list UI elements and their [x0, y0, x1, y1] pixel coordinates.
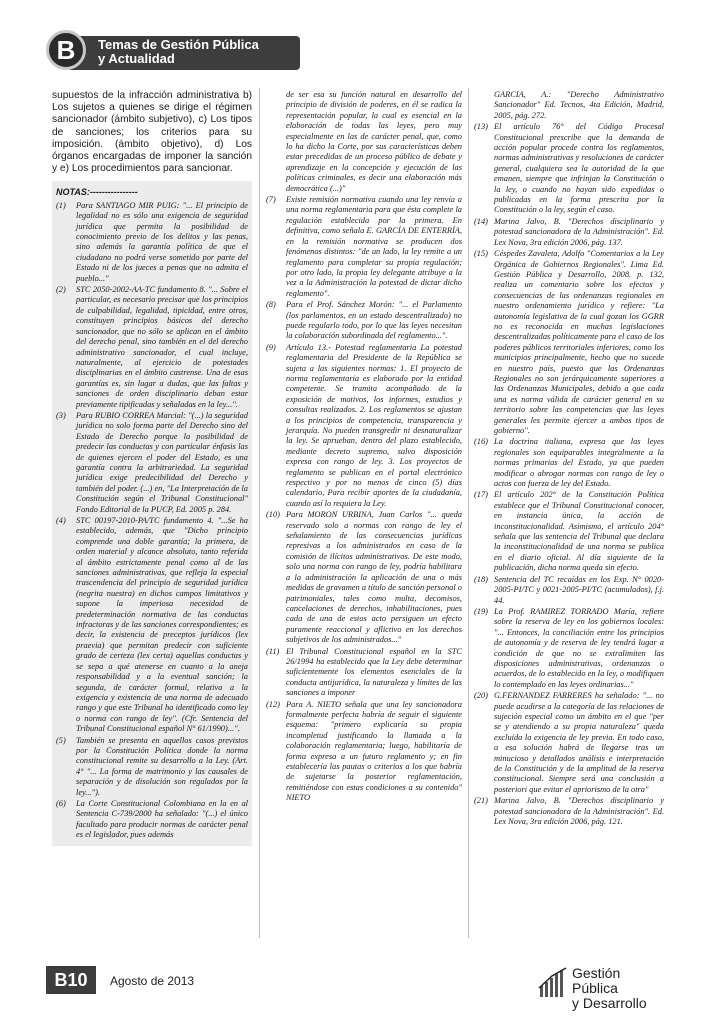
footnote-text: Existe remisión normativa cuando una ley renvía a una norma reglamentaria para que ésta complete la regulación establecida por la primera. En definitiva, como señala E. GARCÍA DE ENTERRÍA, en la remisión normativa se producen dos fenómenos distintos: "de un lado, la ley remite a un reglamento para completar su propia regulación; por otro lado, la propia ley delegante atribuye a la vez a la Administración la potestad de dictar dicho reglamento". [286, 195, 462, 298]
notes-heading: NOTAS:---------------- [56, 187, 138, 198]
notes-list [474, 90, 664, 827]
footnote-number: (20) [474, 691, 488, 701]
footnote-number: (3) [56, 410, 66, 420]
footnote-text: La Prof. RAMIREZ TORRADO María, refiere sobre la reserva de ley en los gobiernos locales: "... Entonces, la conciliación entre los principios de autonomía y de reserva de ley tendrá lugar a condición de que no se extralimiten las disposiciones administrativas, ordenanzas o acuerdos, de lo establecido en la ley, o modifiquen lo contemplado en las leyes ordinarias..." [494, 606, 664, 689]
footnote-number: (5) [56, 735, 66, 745]
footnote [474, 691, 664, 795]
footnote-number: (21) [474, 796, 488, 806]
footnote-text: La Corte Constitucional Colombiana en la en al Sentencia C-739/2000 ha señalado: "(...) el único facultado para producir normas de carácter penal es el legislador, pues además [76, 798, 248, 840]
section-title-line2: y Actualidad [98, 51, 175, 66]
notes-list [56, 201, 248, 841]
footnote-text: Artículo 13.- Potestad reglamentaria La potestad reglamentaria del Presidente de la República se sujeta a las siguientes normas: 1. El proyecto de norma reglamentaria es elaborado por la entidad competente. Se tramita acompañado de la exposición de motivos, los informes, estudios y consultas realizados. 2. Los reglamentos se ajustan a los principios de competencia, transparencia y jerarquía. No pueden transgredir ni desnaturalizar la ley. Se aprueban, dentro del plazo establecido, mediante decreto supremo, salvo disposición expresa con rango de ley. 3. Los proyectos de reglamento se publican en el portal electrónico respectivo y por no menos de cinco (5) días calendario, Para recibir aportes de la ciudadanía, cuando así lo requiera la Ley. [286, 342, 462, 508]
footnote [266, 510, 462, 645]
footnote-number: (11) [266, 646, 280, 656]
footnote [56, 201, 248, 284]
footnote [266, 300, 462, 342]
page-number: B10 [46, 966, 96, 994]
footnote-number: (14) [474, 216, 488, 226]
footnote-text: Para A. NIETO señala que una ley sancionadora formalmente perfecta habría de seguir el siguiente esquema: "primero explicaría su propia incompletud justificando la llamada a la colaboración reglamentaria; luego, habilitaría de forma expresa a un futuro reglamento y; en fin establecería las pautas o criterios a los que habría de sujetarse la posterior reglamentación, remitiéndose con estas condiciones a su contenido" NIETO [286, 699, 462, 803]
footnote-number: (15) [474, 249, 488, 259]
footnote-text: Marina Jalvo, B. "Derechos disciplinario y potestad sancionadora de la Administración". Ed. Lex Nova, 3ra edición 2006, pág. 137. [494, 216, 664, 247]
footnote-number: (10) [266, 510, 280, 520]
footnote-text: El Tribunal Constitucional español en la STC 26/1994 ha establecido que la Ley debe determinar suficientemente los elementos esenciales de la conducta antijurídica, la naturaleza y límites de las sanciones a imponer [286, 646, 462, 698]
footnote [266, 90, 462, 194]
footnote-number: (4) [56, 516, 66, 526]
footnote-text: Para SANTIAGO MIR PUIG: "... El principio de legalidad no es sólo una exigencia de seguridad jurídica que permita la posibilidad de conocimiento previo de los delitos y las penas, sino además la garantía política de que el ciudadano no podrá verse sometido por parte del Estado ni de los jueces a penas que no admita el pueblo..." [76, 200, 248, 283]
footnote-number: (9) [266, 342, 276, 352]
footnote [56, 411, 248, 515]
footnote-number: (18) [474, 574, 488, 584]
column-2 [266, 90, 462, 805]
issue-date: Agosto de 2013 [110, 974, 195, 988]
footnote [56, 285, 248, 410]
footnote [266, 647, 462, 699]
footnote-text: Sentencia del TC recaídas en los Exp. N° 0020-2005-PI/TC y 0021-2005-PI/TC (acumulados), f.j. 44. [494, 574, 664, 605]
footnote-number: (13) [474, 122, 488, 132]
footnote-text: de ser esa su función natural en desarrollo del principio de división de poderes, en él se radica la representación popular, la cual es esencial en la elaboración de todas las leyes, pero muy especialmente en las de carácter penal, que, como lo ha dicho la Corte, por sus características deben estar precedidas de un proceso público de debate y aprendizaje en la concepción y ejecución de las políticas criminales, es decir una elaboración más democrática (...)" [286, 90, 462, 193]
chart-logo-icon [538, 966, 568, 998]
footnote [56, 736, 248, 798]
footnote [56, 516, 248, 735]
footnote [474, 217, 664, 248]
logo-text [572, 966, 668, 1011]
footnote [266, 700, 462, 804]
footnote [474, 490, 664, 573]
column-divider [468, 88, 469, 938]
footnote [56, 799, 248, 841]
intro-paragraph: supuestos de la infracción administrativa b) Los sujetos a quienes se dirige el régimen sancionador (ámbito subjetivo), c) Los tipos de sanciones; los criterios para su imposición. (ámbito objetivo), d) Los órganos encargadas de imponer la sanción y e) Los procedimientos para sancionar. [52, 90, 252, 175]
footnote-number: (1) [56, 200, 66, 210]
footnote [266, 195, 462, 299]
section-title [98, 38, 259, 66]
footnote [474, 122, 664, 216]
footnote [474, 796, 664, 827]
footnote-number: (16) [474, 437, 488, 447]
section-title-line1: Temas de Gestión Pública [98, 37, 259, 52]
logo-line1: Gestión Pública [572, 965, 621, 996]
footnote [474, 437, 664, 489]
footnote-text: Céspedes Zavaleta, Adolfo "Comentarios a la Ley Orgánica de Gobiernos Regionales". Lima Ed. Gestión Pública y Desarrollo, 2008. p. 132, realiza un comentario sobre los efectos y consecuencias de las ordenanzas regionales en nuestro ordenamiento jurídico y refiere: "La autonomía legislativa de la cual gozan los GGRR no es reconocida en muchas legislaciones descentralizadas políticamente para el caso de los poderes públicos territoriales inferiores, como los municipios principalmente, hecho que no sucede en nuestro país, puesto que las Ordenanzas Regionales no son jerárquicamente superiores a las Ordenanzas Municipales, debido a que cada una es norma válida de carácter general en su territorio sobre las competencias que las leyes generales les permite ejercer a ambos tipos de gobierno". [494, 249, 664, 435]
footnote-text: El artículo 202° de la Constitución Política establece que el Tribunal Constitucional conocer, en instancia única, la acción de inconstitucionalidad. Asimismo, el artículo 204° señala que las sentencia del Tribunal que declara la inconstitucionalidad de una norma se publica en el diario oficial. Al día siguiente de la publicación, dicha norma queda sin efecto. [494, 490, 664, 573]
footnote-text: Para RUBIO CORREA Marcial: "(...) la seguridad jurídica no solo forma parte del Derecho sino del Estado de Derecho porque la posibilidad de predecir las conductas y con particular énfasis las de quienes ejercen el poder del Estado, es una garantía contra la arbitrariedad. La seguridad jurídica exige predecibilidad del Derecho y también del poder. (...) en, "La Interpretación de la Constitución según el Tribunal Constitucional" Fondo Editorial de la PUCP, Ed. 2005 p. 284. [76, 410, 248, 514]
footnote-text: G.FERNANDEZ FARRERES ha señalado: "... no puede acudirse a la categoría de las relaciones de sujeción especial como un ámbito en el que "per se y atendiendo a su propia naturaleza" queda excluida la exigencia de ley previa. En todo caso, a esa solución habrá de llegarse tras un minucioso y detallados análisis e interpretación de la Constitución y de la amplitud de la reserva constitucional. Siempre será una conclusión a posteriori que evitar el apriorismo de la otra" [494, 691, 664, 794]
footnote-number: (8) [266, 300, 276, 310]
footnote-text: La doctrina italiana, expresa que las leyes regionales son equiparables integralmente a la normas primarias del Estado, ya que pueden modificar o abrogar normas con rango de ley o actos con fuerza de ley del Estado. [494, 437, 664, 489]
section-header [46, 30, 346, 74]
publisher-logo [538, 962, 668, 1011]
footnote-number: (12) [266, 699, 280, 709]
footnote-text: Para el Prof. Sánchez Morón: "... el Parlamento (los parlamentos, en un estado descentralizado) no puede regularlo todo, por lo que las leyes necesitan la colaboración subordinada del reglamento...". [286, 300, 462, 341]
footnote-text: Marina Jalvo, B. "Derechos disciplinario y potestad sancionadora de la Administración". Ed. Lex Nova, 3ra edición 2006, pág. 121. [494, 796, 664, 827]
footnote-number: (17) [474, 490, 488, 500]
footnote-text: También se presenta en aquellos casos previstos por la Constitución Política donde la norma constitucional remite su desarrollo a la Ley. (Art. 4° "... La forma de matrimonio y las causales de separación y de disolución son regulados por la ley..."). [76, 735, 248, 797]
notes-list [266, 90, 462, 804]
footnote-text: STC 00197-2010-PA/TC fundamento 4. "...Se ha establecido, además, que "Dicho principio comprende una doble garantía; la primera, de orden material y alcance absoluto, tanto referida al ámbito estrictamente penal como al de las sanciones administrativas, que refleja la especial trascendencia del principio de seguridad jurídica (negrita nuestra) en dichos campos limitativos y supone la imperiosa necesidad de predeterminación normativa de las conductas infractoras y de las sanciones correspondientes; es decir, la existencia de preceptos jurídicos (lex praevia) que permitan predecir con suficiente grado de certeza (lex certa) aquellas conductas y se sepa a qué atenerse en cuanto a la aneja responsabilidad y a la eventual sanción; la segunda, de carácter formal, relativa a la exigencia y existencia de una norma de adecuado rango y que este Tribunal ha identificado como ley o norma con rango de ley". (Cfr. Sentencia del Tribunal Constitucional español N° 61/1990)...". [76, 516, 248, 734]
notes-box [52, 181, 252, 845]
footnote [474, 249, 664, 436]
logo-line2: y Desarrollo [572, 995, 647, 1011]
footnote-text: STC 2050-2002-AA-TC fundamento 8. "... Sobre el particular, es necesario precisar que los principios de culpabilidad, legalidad, tipicidad, entre otros, constituyen principios básicos del derecho sancionador, que no sólo se aplican en el ámbito del derecho penal, sino también en el del derecho administrativo sancionador, el cual incluye, naturalmente, al ejercicio de potestades disciplinarias en el ámbito castrense. Una de esas garantías es, sin lugar a dudas, que las faltas y sanciones de orden disciplinario deban estar previamente tipificadas y señaladas en la ley...". [76, 285, 248, 409]
footnote [474, 575, 664, 606]
footnote [266, 343, 462, 510]
column-3 [474, 90, 664, 828]
footnote-number: (2) [56, 285, 66, 295]
footnote-number: (19) [474, 606, 488, 616]
footnote-text: El artículo 76° del Código Procesal Constitucional prescribe que la demanda de acción popular procede contra los reglamentos, normas administrativas y resoluciones de carácter general, cualquiera sea la autoridad de la que emanen, siempre que infrinjan la Constitución o la ley, o cuando no hayan sido expedidas o publicadas en la forma prescrita por la Constitución o la ley, según el caso. [494, 122, 664, 215]
footnote [474, 607, 664, 690]
column-divider [259, 88, 260, 938]
footnote-number: (7) [266, 195, 276, 205]
section-badge: B [46, 30, 86, 70]
footnote-number: (6) [56, 798, 66, 808]
footnote-text: Para MORON URBINA, Juan Carlos "... queda reservado solo a normas con rango de ley el señalamiento de las consecuencias jurídicas represivas a los administrados en caso de la comisión de ilícitos administrativos. De este modo, solo una norma con rango de ley, podría habilitara a la administración la aplicación de una o más medidas de gravamen a título de sanción personal o patrimoniales, tales como multa, decomisos, cancelaciones de derechos, inhabilitaciones, pues cada de una de estos acto persiguen un efecto puramente reaccional y aflictivo en los derechos subjetivos de los administrados..." [286, 510, 462, 645]
footnote-text: GARCIA, A.: "Derecho Administrativo Sancionador" Ed. Tecnos, 4ta Edición, Madrid, 2005, pág. 272. [494, 90, 664, 120]
column-1 [52, 90, 252, 846]
footnote [474, 90, 664, 121]
